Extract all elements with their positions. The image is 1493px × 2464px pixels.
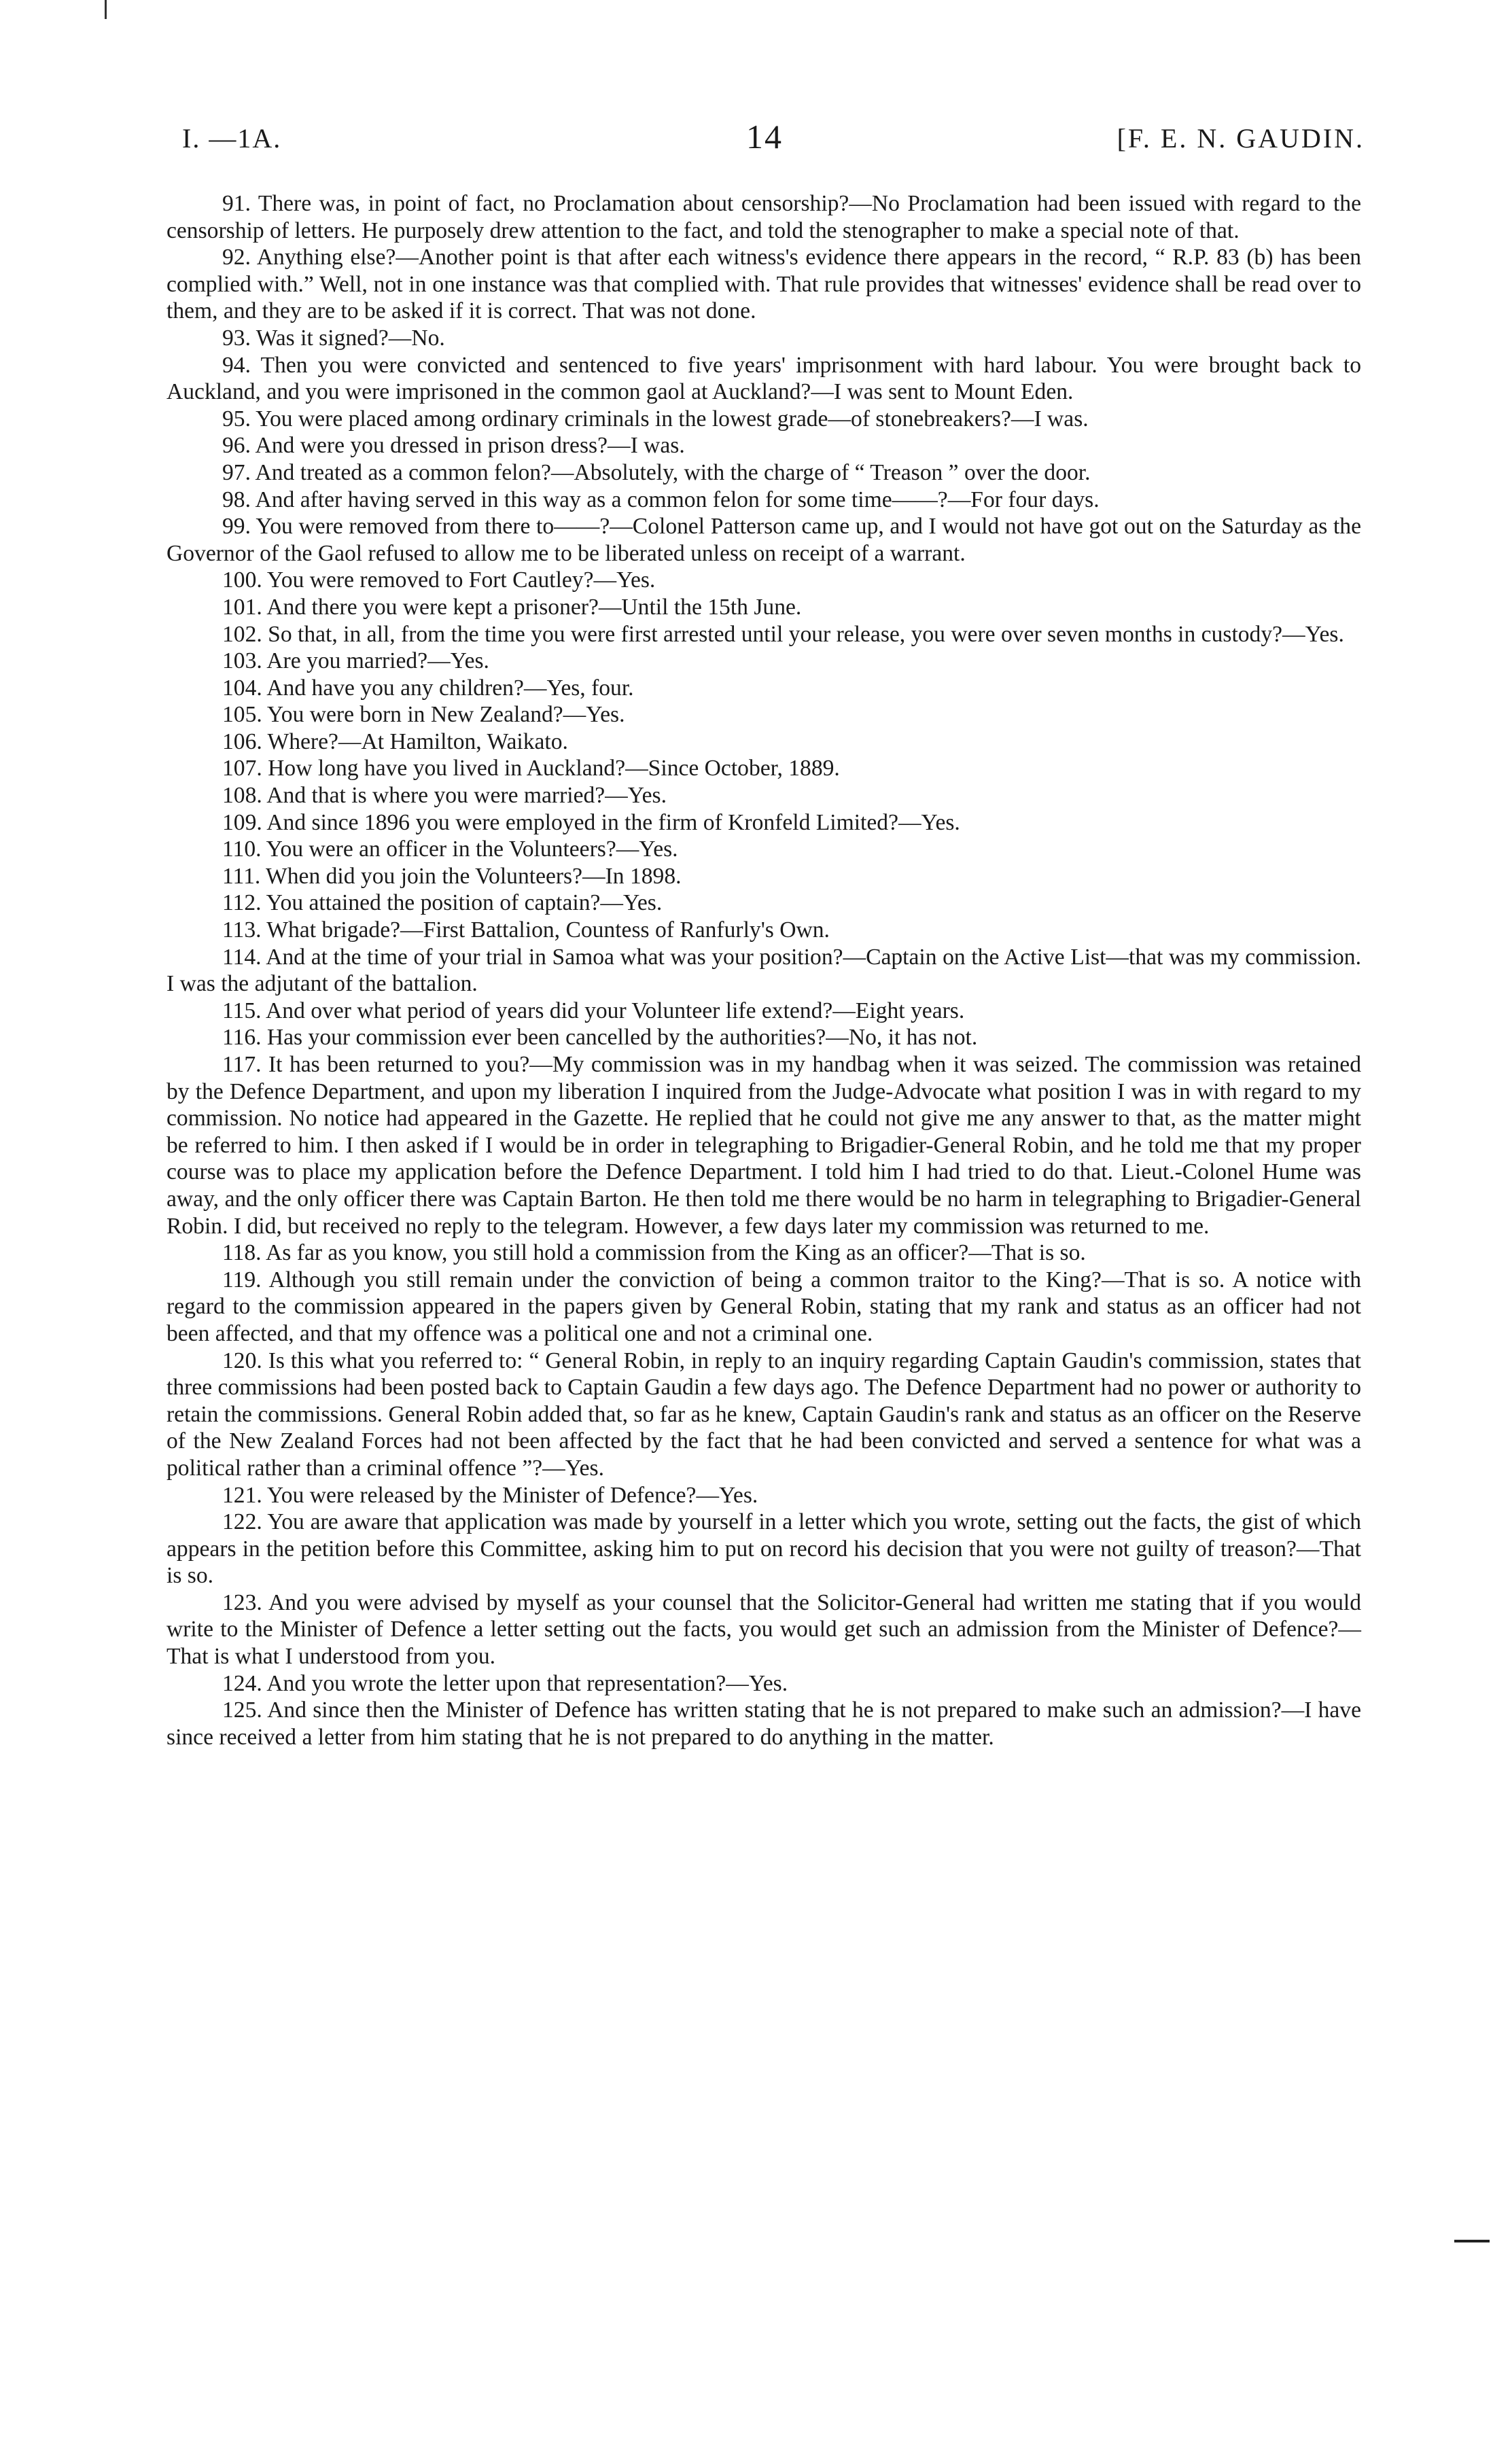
question-paragraph: 101. And there you were kept a prisoner?—Until the 15th June. (222, 594, 802, 620)
question-paragraph: 100. You were removed to Fort Cautley?—Yes. (222, 567, 656, 593)
question-paragraph: 123. And you were advised by myself as your counsel that the Solicitor-General had written me stating that if you would write to the Minister of Defence a letter setting out the facts, you would get such an admission from the Minister of Defence?—That is what I understood from you. (166, 1589, 1361, 1670)
question-paragraph: 117. It has been returned to you?—My commission was in my handbag when it was seized. The commission was retained by the Defence Department, and upon my liberation I inquired from the Judge-Advocate what position I was in with regard to my commission. No notice had appeared in the Gazette. He replied that he could not give me any answer to that, as the matter might be referred to him. I then asked if I would be in order in telegraphing to Brigadier-General Robin, and he told me that my proper course was to place my application before the Defence Department. I told him I had tried to do that. Lieut.-Colonel Hume was away, and the only officer there was Captain Barton. He then told me there would be no harm in telegraphing to Brigadier-General Robin. I did, but received no reply to the telegram. However, a few days later my commission was returned to me. (166, 1052, 1361, 1239)
question-paragraph: 118. As far as you know, you still hold a commission from the King as an officer?—That is so. (222, 1240, 1086, 1266)
page-number: 14 (746, 118, 783, 156)
question-paragraph: 102. So that, in all, from the time you were first arrested until your release, you were over seven months in custody?—Yes. (222, 621, 1344, 647)
question-paragraph: 91. There was, in point of fact, no Proclamation about censorship?—No Proclamation had been issued with regard to the censorship of letters. He purposely drew attention to the fact, and told the stenographer to make a special note of that. (166, 191, 1361, 243)
question-paragraph: 108. And that is where you were married?—Yes. (222, 783, 667, 809)
header-witness-name: [F. E. N. GAUDIN. (1117, 123, 1365, 154)
question-paragraph: 109. And since 1896 you were employed in the firm of Kronfeld Limited?—Yes. (222, 809, 960, 835)
question-paragraph: 104. And have you any children?—Yes, four. (222, 675, 634, 701)
question-paragraph: 92. Anything else?—Another point is that after each witness's evidence there appears in the record, “ R.P. 83 (b) has been complied with.” Well, not in one instance was that complied with. That rule provides that witnesses' evidence shall be read over to them, and they are to be asked if it is correct. That was not done. (166, 245, 1361, 324)
question-paragraph: 119. Although you still remain under the conviction of being a common traitor to the King?—That is so. A notice with regard to the commission appeared in the papers given by General Robin, stating that my rank and status as an officer had not been affected, and that my offence was a political one and not a criminal one. (166, 1267, 1361, 1346)
margin-dash (1454, 2240, 1490, 2242)
question-paragraph: 93. Was it signed?—No. (222, 325, 445, 351)
question-paragraph: 96. And were you dressed in prison dress?—I was. (222, 433, 685, 459)
question-paragraph: 106. Where?—At Hamilton, Waikato. (222, 728, 568, 754)
question-paragraph: 97. And treated as a common felon?—Absolutely, with the charge of “ Treason ” over the door. (222, 459, 1091, 485)
header-reference: I. —1A. (182, 123, 282, 154)
question-paragraph: 99. You were removed from there to——?—Colonel Patterson came up, and I would not have got out on the Saturday as the Governor of the Gaol refused to allow me to be liberated unless on receipt of a warrant. (166, 514, 1361, 566)
question-paragraph: 116. Has your commission ever been cancelled by the authorities?—No, it has not. (222, 1025, 978, 1051)
question-paragraph: 120. Is this what you referred to: “ General Robin, in reply to an inquiry regarding Captain Gaudin's commission, states that three commissions had been posted back to Captain Gaudin a few days ago. The Defence Department had no power or authority to retain the commissions. General Robin added that, so far as he knew, Captain Gaudin's rank and status as an officer on the Reserve of the New Zealand Forces had not been affected by the fact that he had been convicted and served a sentence for what was a political rather than a criminal offence ”?—Yes. (166, 1348, 1361, 1481)
question-paragraph: 103. Are you married?—Yes. (222, 648, 489, 674)
question-paragraph: 95. You were placed among ordinary criminals in the lowest grade—of stonebreakers?—I was. (222, 406, 1089, 432)
question-paragraph: 112. You attained the position of captain?—Yes. (222, 890, 663, 916)
margin-mark (105, 0, 107, 19)
question-paragraph: 111. When did you join the Volunteers?—In 1898. (222, 863, 682, 889)
question-paragraph: 115. And over what period of years did your Volunteer life extend?—Eight years. (222, 998, 965, 1023)
question-paragraph: 124. And you wrote the letter upon that representation?—Yes. (222, 1670, 788, 1696)
question-paragraph: 105. You were born in New Zealand?—Yes. (222, 702, 625, 728)
question-paragraph: 114. And at the time of your trial in Samoa what was your position?—Captain on the Active List—that was my commission. I was the adjutant of the battalion. (166, 944, 1361, 997)
question-paragraph: 113. What brigade?—First Battalion, Countess of Ranfurly's Own. (222, 917, 830, 943)
question-paragraph: 110. You were an officer in the Volunteers?—Yes. (222, 837, 678, 862)
question-paragraph: 107. How long have you lived in Auckland?—Since October, 1889. (222, 756, 840, 781)
question-paragraph: 122. You are aware that application was made by yourself in a letter which you wrote, setting out the facts, the gist of which appears in the petition before this Committee, asking him to put on record his decision that you were not guilty of treason?—That is so. (166, 1509, 1361, 1589)
question-paragraph: 94. Then you were convicted and sentenced to five years' imprisonment with hard labour. You were brought back to Auckland, and you were imprisoned in the common gaol at Auckland?—I was sent to Mount Eden. (166, 352, 1361, 405)
page-header (182, 118, 1365, 163)
question-paragraph: 125. And since then the Minister of Defence has written stating that he is not prepared to make such an admission?—I have since received a letter from him stating that he is not prepared to do anything in the matter. (166, 1697, 1361, 1750)
evidence-body (166, 190, 1361, 1750)
question-paragraph: 98. And after having served in this way as a common felon for some time——?—For four days. (222, 487, 1100, 512)
question-paragraph: 121. You were released by the Minister of Defence?—Yes. (222, 1482, 758, 1508)
